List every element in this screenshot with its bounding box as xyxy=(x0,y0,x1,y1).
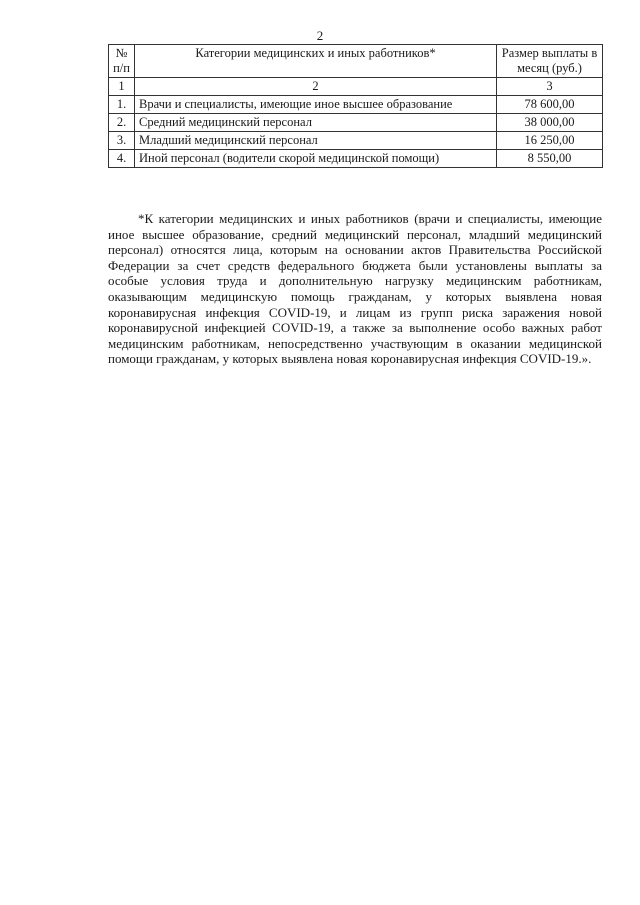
footnote-paragraph: *К категории медицинских и иных работников (врачи и специалисты, имеющие иное высшее образование, средний медицинский персонал, младший медицинский персонал) относятся лица, которым на основании актов Правительства Российской Федерации за счет средств федерального бюджета были установлены выплаты за особые условия труда и дополнительную нагрузку медицинским работникам, оказывающим медицинскую помощь гражданам, у которых выявлена новая коронавирусная инфекция COVID-19, и лицам из групп риска заражения новой коронавирусной инфекцией COVID-19, а также за выполнение особо важных работ медицинским работникам, непосредственно участвующим в оказании медицинской помощи гражданам, у которых выявлена новая коронавирусная инфекция COVID-19.». xyxy=(108,211,602,367)
table-row xyxy=(109,114,603,132)
header-number: № п/п xyxy=(109,45,135,78)
table-row xyxy=(109,150,603,168)
header-amount: Размер выплаты в месяц (руб.) xyxy=(497,45,603,78)
row-number: 2. xyxy=(109,114,135,132)
payment-table xyxy=(108,44,603,168)
row-category: Врачи и специалисты, имеющие иное высшее образование xyxy=(135,96,497,114)
column-index: 1 xyxy=(109,78,135,96)
header-category: Категории медицинских и иных работников* xyxy=(135,45,497,78)
column-index: 2 xyxy=(135,78,497,96)
row-category: Иной персонал (водители скорой медицинской помощи) xyxy=(135,150,497,168)
row-amount: 78 600,00 xyxy=(497,96,603,114)
table-row xyxy=(109,96,603,114)
column-index-row xyxy=(109,78,603,96)
table-header-row xyxy=(109,45,603,78)
row-number: 1. xyxy=(109,96,135,114)
row-number: 4. xyxy=(109,150,135,168)
row-category: Средний медицинский персонал xyxy=(135,114,497,132)
row-amount: 8 550,00 xyxy=(497,150,603,168)
table-row xyxy=(109,132,603,150)
column-index: 3 xyxy=(497,78,603,96)
row-amount: 16 250,00 xyxy=(497,132,603,150)
row-number: 3. xyxy=(109,132,135,150)
row-category: Младший медицинский персонал xyxy=(135,132,497,150)
page-number: 2 xyxy=(316,28,324,43)
row-amount: 38 000,00 xyxy=(497,114,603,132)
